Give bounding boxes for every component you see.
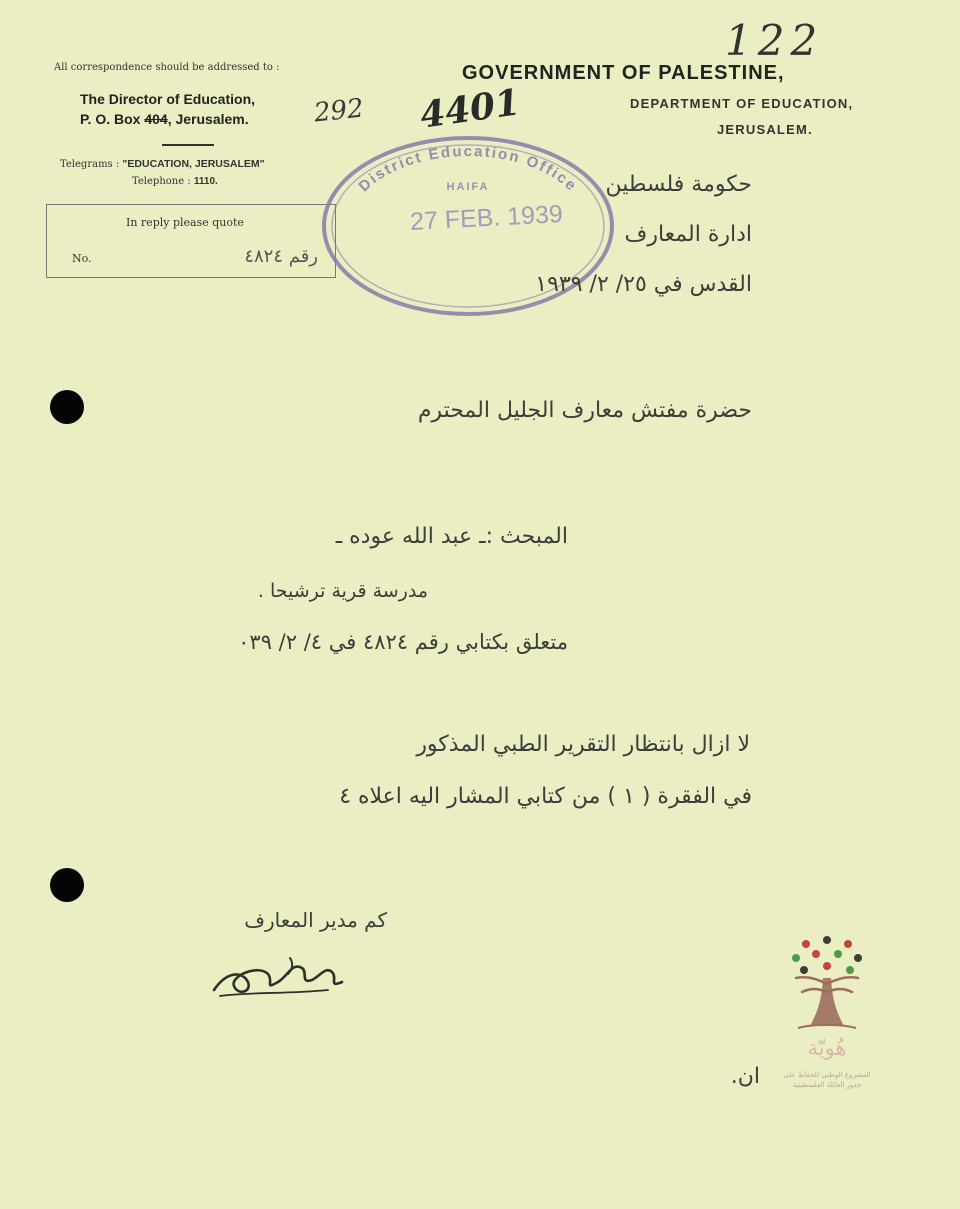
header-divider: [162, 144, 214, 146]
arabic-city-date: القدس في ٢٥/ ٢/ ١٩٣٩: [535, 272, 752, 297]
subject-line-3: متعلق بكتابي رقم ٤٨٢٤ في ٤/ ٢/ ٠٣٩: [238, 630, 568, 654]
logo-wordmark: هُويّة: [807, 1036, 847, 1060]
heritage-tree-logo: [782, 934, 872, 1034]
punch-hole-bottom: [50, 868, 84, 902]
telephone-line: [132, 176, 218, 187]
director-address: [80, 89, 255, 129]
stamp-ring-textpath: District Education Office: [355, 143, 581, 196]
subject-line-1: المبحث :ـ عبد الله عوده ـ: [335, 524, 568, 549]
arabic-government: حكومة فلسطين: [605, 172, 752, 197]
telegrams-label: Telegrams :: [60, 159, 123, 170]
subject-line-2: مدرسة قرية ترشيحا .: [257, 580, 428, 602]
correspondence-note: All correspondence should be addressed to :: [54, 62, 280, 73]
addressee-line: حضرة مفتش معارف الجليل المحترم: [417, 398, 752, 423]
logo-roots: [798, 1025, 856, 1028]
box-struck-number: 404: [144, 111, 168, 127]
handwritten-note-4401: 4401: [417, 81, 523, 137]
reply-caption: In reply please quote: [126, 216, 244, 229]
logo-tagline-2: جذور العائلة الفلسطينية: [792, 1081, 862, 1089]
telegrams-value: "EDUCATION, JERUSALEM": [122, 158, 265, 170]
box-line: [80, 109, 255, 129]
arabic-department: ادارة المعارف: [624, 222, 752, 247]
department-title: DEPARTMENT OF EDUCATION,: [630, 96, 854, 111]
department-city: JERUSALEM.: [717, 122, 813, 137]
logo-figures: [792, 936, 862, 974]
box-suffix: , Jerusalem.: [167, 111, 249, 127]
logo-tagline-1: المشروع الوطني للحفاظ على: [783, 1071, 871, 1079]
handwritten-signature: [208, 952, 348, 1002]
reference-number: رقم ٤٨٢٤: [244, 246, 318, 267]
government-title: GOVERNMENT OF PALESTINE,: [462, 62, 785, 84]
typist-initials: ان.: [730, 1064, 760, 1089]
handwritten-note-292: 292: [312, 93, 366, 129]
signatory-title: كم مدير المعارف: [244, 908, 387, 932]
telegrams-line: [60, 158, 265, 170]
reference-no-label: No.: [72, 252, 92, 265]
stamp-date: 27 FEB. 1939: [409, 200, 564, 236]
punch-hole-top: [50, 390, 84, 424]
logo-tagline: [770, 1070, 884, 1090]
telephone-label: Telephone :: [132, 176, 194, 187]
body-paragraph-line-2: في الفقرة ( ١ ) من كتابي المشار اليه اعلاه ٤: [339, 784, 752, 809]
director-line: The Director of Education,: [80, 91, 256, 107]
telephone-value: 1110.: [193, 176, 218, 187]
stamp-city: HAIFA: [446, 181, 490, 193]
handwritten-page-number: 122: [725, 16, 824, 65]
body-paragraph-line-1: لا ازال بانتظار التقرير الطبي المذكور: [416, 732, 750, 757]
box-prefix: P. O. Box: [80, 111, 145, 127]
